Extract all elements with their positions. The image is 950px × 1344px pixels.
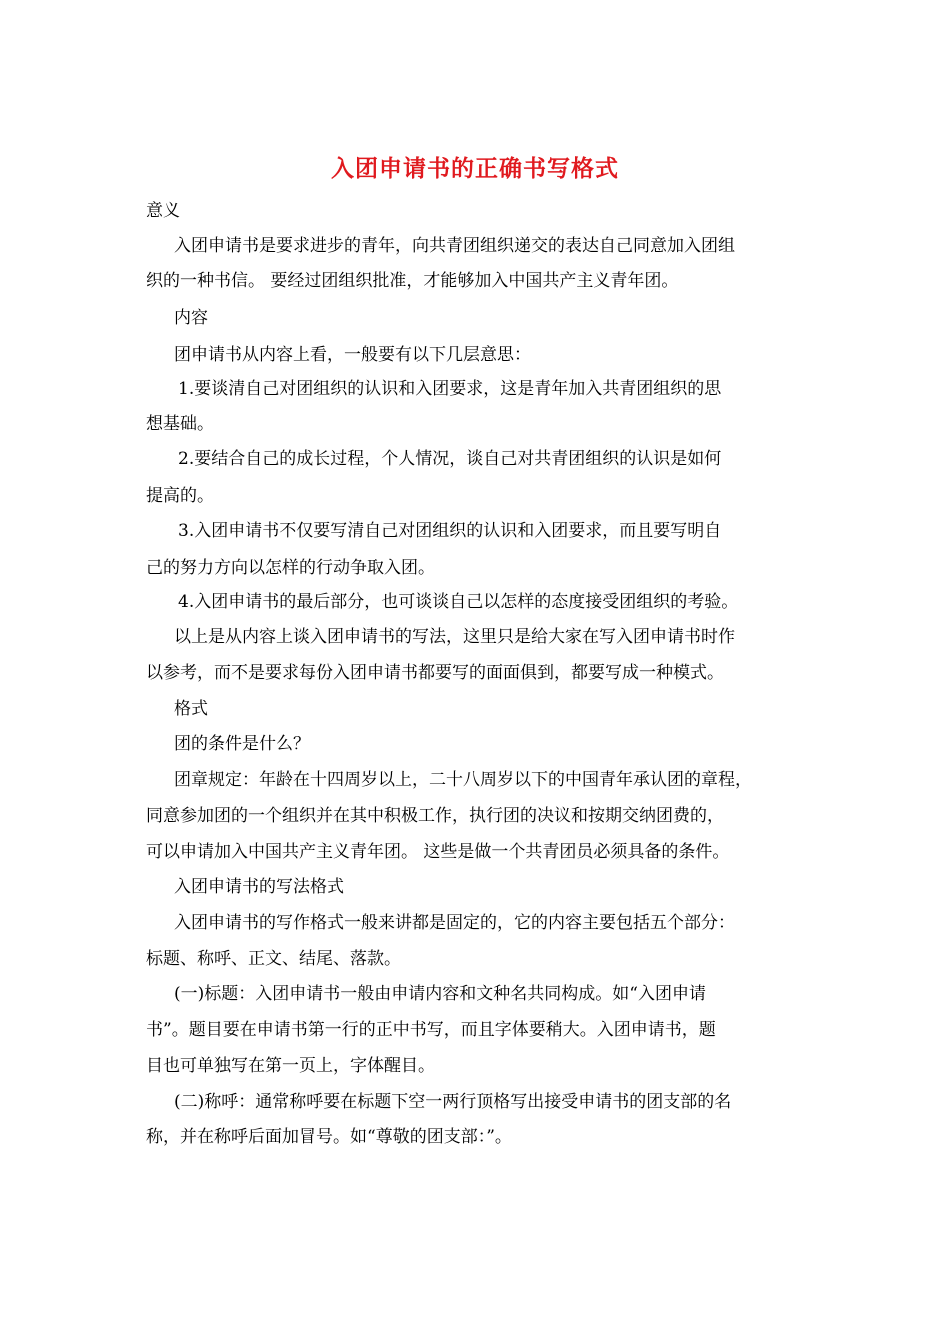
paragraph-line: 称，并在称呼后面加冒号。如“尊敬的团支部：”。 xyxy=(146,1127,512,1147)
paragraph-line: 标题、称呼、正文、结尾、落款。 xyxy=(146,949,401,969)
paragraph-line: (一)标题：入团申请书一般由申请内容和文种名共同构成。如“入团申请 xyxy=(174,984,706,1004)
list-item-line: 3.入团申请书不仅要写清自己对团组织的认识和入团要求，而且要写明自 xyxy=(178,521,722,541)
section-heading-meaning: 意义 xyxy=(146,201,180,221)
list-item-line: 4.入团申请书的最后部分，也可谈谈自己以怎样的态度接受团组织的考验。 xyxy=(178,592,739,612)
paragraph-line: (二)称呼：通常称呼要在标题下空一两行顶格写出接受申请书的团支部的名 xyxy=(174,1092,732,1112)
paragraph-line: 团的条件是什么？ xyxy=(174,734,310,754)
list-item-line: 1.要谈清自己对团组织的认识和入团要求，这是青年加入共青团组织的思 xyxy=(178,379,722,399)
paragraph-line: 可以申请加入中国共产主义青年团。 这些是做一个共青团员必须具备的条件。 xyxy=(146,842,730,862)
list-item-line: 2.要结合自己的成长过程，个人情况，谈自己对共青团组织的认识是如何 xyxy=(178,449,722,469)
paragraph-line: 团申请书从内容上看，一般要有以下几层意思： xyxy=(174,345,531,365)
paragraph-line: 团章规定：年龄在十四周岁以上，二十八周岁以下的中国青年承认团的章程， xyxy=(174,770,752,790)
section-heading-format: 格式 xyxy=(174,699,208,719)
paragraph-line: 同意参加团的一个组织并在其中积极工作，执行团的决议和按期交纳团费的， xyxy=(146,806,724,826)
document-title: 入团申请书的正确书写格式 xyxy=(331,155,619,182)
list-item-line: 想基础。 xyxy=(146,414,214,434)
section-heading-content: 内容 xyxy=(174,308,208,328)
paragraph-line: 以参考，而不是要求每份入团申请书都要写的面面俱到，都要写成一种模式。 xyxy=(146,663,724,683)
paragraph-line: 以上是从内容上谈入团申请书的写法，这里只是给大家在写入团申请书时作 xyxy=(174,627,735,647)
list-item-line: 己的努力方向以怎样的行动争取入团。 xyxy=(146,558,435,578)
paragraph-line: 入团申请书的写作格式一般来讲都是固定的，它的内容主要包括五个部分： xyxy=(174,913,735,933)
paragraph-line: 目也可单独写在第一页上，字体醒目。 xyxy=(146,1056,435,1076)
paragraph-line: 入团申请书是要求进步的青年，向共青团组织递交的表达自己同意加入团组 xyxy=(174,236,735,256)
paragraph-line: 织的一种书信。 要经过团组织批准，才能够加入中国共产主义青年团。 xyxy=(146,271,679,291)
section-heading-writing-format: 入团申请书的写法格式 xyxy=(174,877,344,897)
paragraph-line: 书”。题目要在申请书第一行的正中书写，而且字体要稍大。入团申请书，题 xyxy=(146,1020,716,1040)
list-item-line: 提高的。 xyxy=(146,486,214,506)
